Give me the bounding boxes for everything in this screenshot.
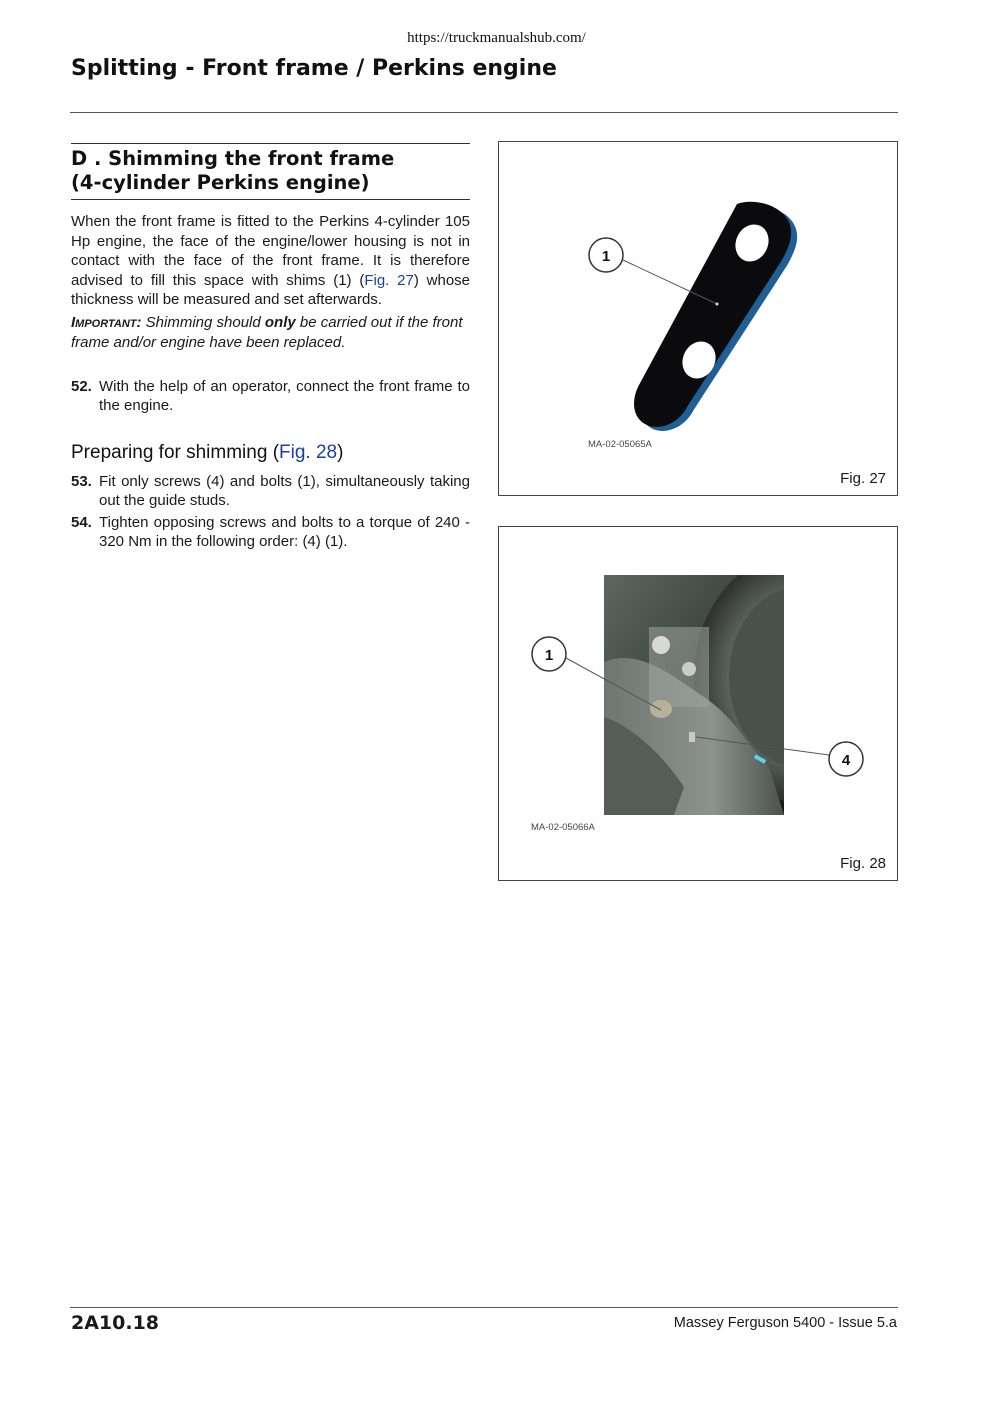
step-number: 54. — [71, 513, 92, 531]
figure-27 — [498, 141, 898, 496]
fig28-callout-4: 4 — [841, 752, 851, 769]
step-number: 53. — [71, 472, 92, 490]
fig27-reference: MA-02-05065A — [588, 439, 652, 450]
important-label: Important: — [71, 313, 142, 331]
step-list-a — [71, 377, 470, 416]
important-note — [71, 313, 470, 353]
page-title: Splitting - Front frame / Perkins engine — [71, 56, 557, 81]
subsection-heading-text: Preparing for shimming ( — [71, 441, 280, 463]
fig28-caption: Fig. 28 — [840, 855, 886, 872]
footer-divider — [70, 1307, 898, 1308]
fig27-callout-1: 1 — [601, 248, 611, 265]
subsection-heading-close: ) — [337, 441, 344, 463]
step-list-b — [71, 472, 470, 552]
step-item — [71, 513, 470, 552]
page-number: 2A10.18 — [71, 1312, 160, 1334]
text-column — [71, 143, 470, 552]
shim-plate-illustration — [499, 142, 897, 495]
important-text-2: be carried out if the front frame and/or engine have been replaced. — [71, 313, 463, 351]
fig27-link[interactable]: Fig. 27 — [364, 271, 414, 289]
intro-text-2: ) whose thickness will be measured and set afterwards. — [71, 271, 471, 308]
fig28-link[interactable]: Fig. 28 — [279, 441, 338, 463]
step-text: Fit only screws (4) and bolts (1), simultaneously taking out the guide studs. — [99, 472, 470, 509]
step-item — [71, 472, 470, 511]
step-text: With the help of an operator, connect the front frame to the engine. — [99, 377, 470, 414]
section-heading-line2: (4-cylinder Perkins engine) — [71, 171, 370, 194]
step-number: 52. — [71, 377, 92, 395]
step-item — [71, 377, 470, 416]
header-divider — [70, 112, 898, 113]
step-text: Tighten opposing screws and bolts to a torque of 240 - 320 Nm in the following order: (4) (1). — [99, 513, 470, 550]
section-heading-line1: D . Shimming the front frame — [71, 147, 395, 170]
figure-28 — [498, 526, 898, 881]
important-emphasis: only — [264, 313, 296, 331]
fig27-caption: Fig. 27 — [840, 470, 886, 487]
fig28-callout-1: 1 — [544, 647, 554, 664]
publication-info: Massey Ferguson 5400 - Issue 5.a — [673, 1315, 897, 1331]
subsection-heading — [71, 442, 470, 464]
intro-paragraph — [71, 212, 470, 310]
important-text-1: Shimming should — [141, 313, 265, 331]
source-url: https://truckmanualshub.com/ — [407, 30, 586, 46]
fig28-reference: MA-02-05066A — [531, 822, 595, 833]
section-heading — [71, 143, 470, 200]
intro-text-1: When the front frame is fitted to the Perkins 4-cylinder 105 Hp engine, the face of the engine/lower housing is not in contact with the face of the front frame. It is therefore advised to fill this space with shims (1) ( — [71, 213, 470, 289]
